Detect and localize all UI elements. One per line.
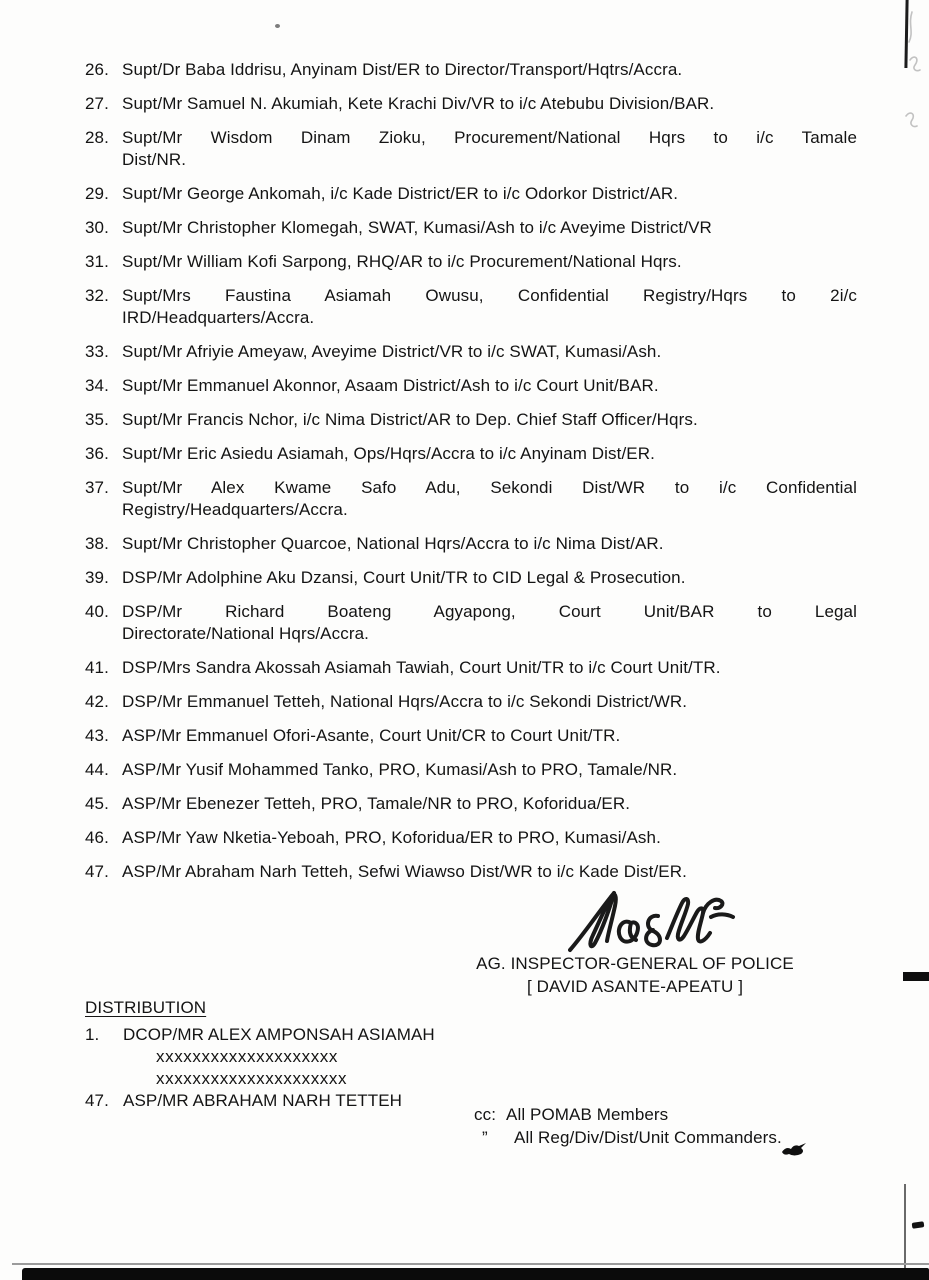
entry-number: 1.: [85, 1025, 100, 1044]
item-number: 30.: [85, 218, 109, 238]
scan-edge-line-bottom-right: [904, 1184, 906, 1268]
cc-row: [474, 1126, 782, 1149]
item-text-line: DSP/Mr Richard Boateng Agyapong, Court Unit/BAR to Legal: [122, 601, 857, 621]
item-text-line: Supt/Mr Christopher Klomegah, SWAT, Kumasi/Ash to i/c Aveyime District/VR: [122, 218, 712, 238]
item-text-line: Supt/Mr Emmanuel Akonnor, Asaam District/Ash to i/c Court Unit/BAR.: [122, 376, 659, 396]
item-text-line: DSP/Mr Emmanuel Tetteh, National Hqrs/Accra to i/c Sekondi District/WR.: [122, 692, 688, 712]
item-text-line: Directorate/National Hqrs/Accra.: [122, 624, 369, 644]
transfer-item: [85, 409, 857, 431]
item-number: 34.: [85, 376, 109, 396]
item-text-line: Supt/Mr Christopher Quarcoe, National Hqrs/Accra to i/c Nima Dist/AR.: [122, 534, 664, 554]
transfer-item: [85, 533, 857, 555]
cc-block: [474, 1103, 782, 1149]
item-number: 40.: [85, 601, 109, 621]
scan-speck-right: [912, 1221, 925, 1229]
transfer-item: [85, 657, 857, 679]
item-text-line: Supt/Mr Alex Kwame Safo Adu, Sekondi Dist/WR to i/c Confidential: [122, 477, 857, 497]
item-text-line: ASP/Mr Yaw Nketia-Yeboah, PRO, Koforidua/ER to PRO, Kumasi/Ash.: [122, 827, 661, 847]
item-number: 31.: [85, 251, 109, 271]
cc-text: All POMAB Members: [506, 1105, 669, 1124]
transfer-item: [85, 443, 857, 465]
transfer-item: [85, 183, 857, 205]
item-text-line: IRD/Headquarters/Accra.: [122, 308, 315, 328]
transfer-item: [85, 691, 857, 713]
transfer-item: [85, 567, 857, 589]
item-number: 33.: [85, 342, 109, 362]
cc-label: cc:: [474, 1105, 497, 1124]
item-text-line: Dist/NR.: [122, 150, 187, 170]
item-text-line: Supt/Mr Samuel N. Akumiah, Kete Krachi Div/VR to i/c Atebubu Division/BAR.: [122, 93, 715, 113]
item-number: 26.: [85, 60, 109, 79]
signoff-block: [450, 953, 820, 998]
signoff-title: AG. INSPECTOR-GENERAL OF POLICE: [476, 954, 794, 973]
entry-number: 47.: [85, 1091, 109, 1110]
item-text-line: ASP/Mr Emmanuel Ofori-Asante, Court Unit/CR to Court Unit/TR.: [122, 726, 621, 746]
item-text-line: Supt/Dr Baba Iddrisu, Anyinam Dist/ER to Director/Transport/Hqtrs/Accra.: [122, 60, 683, 79]
distribution-block: [85, 997, 435, 1112]
signature-icon: [568, 886, 736, 958]
item-number: 44.: [85, 759, 109, 779]
scan-bottom-black-band: [22, 1268, 929, 1280]
transfer-item: [85, 93, 857, 115]
item-number: 35.: [85, 409, 109, 429]
transfer-item: [85, 341, 857, 363]
item-text-line: DSP/Mrs Sandra Akossah Asiamah Tawiah, Court Unit/TR to i/c Court Unit/TR.: [122, 658, 721, 678]
ditto-mark: ”: [482, 1128, 488, 1147]
item-number: 45.: [85, 793, 109, 813]
distribution-entry: [85, 1090, 435, 1112]
scan-bottom-gray-line: [12, 1263, 929, 1265]
distribution-entry: [85, 1024, 435, 1090]
item-text-line: Supt/Mr Afriyie Ameyaw, Aveyime District/VR to i/c SWAT, Kumasi/Ash.: [122, 342, 662, 362]
item-number: 32.: [85, 285, 109, 305]
scan-bar-right-edge: [903, 972, 929, 981]
scan-speck: [275, 24, 280, 28]
transfer-item: [85, 827, 857, 849]
item-number: 41.: [85, 658, 109, 678]
item-number: 37.: [85, 477, 109, 497]
transfer-item: [85, 725, 857, 747]
transfer-item: [85, 285, 857, 330]
item-text-line: ASP/Mr Ebenezer Tetteh, PRO, Tamale/NR to PRO, Koforidua/ER.: [122, 793, 631, 813]
item-text-line: Supt/Mr Francis Nchor, i/c Nima District/AR to Dep. Chief Staff Officer/Hqrs.: [122, 409, 698, 429]
item-number: 43.: [85, 726, 109, 746]
item-text-line: Supt/Mr Eric Asiedu Asiamah, Ops/Hqrs/Accra to i/c Anyinam Dist/ER.: [122, 443, 655, 463]
transfer-item: [85, 861, 857, 883]
entry-redacted-line: xxxxxxxxxxxxxxxxxxxx: [156, 1047, 338, 1066]
scan-squiggle-marks: [900, 8, 926, 138]
item-number: 36.: [85, 443, 109, 463]
item-number: 47.: [85, 861, 109, 881]
item-text-line: Supt/Mrs Faustina Asiamah Owusu, Confidential Registry/Hqrs to 2i/c: [122, 285, 857, 305]
item-number: 29.: [85, 184, 109, 204]
item-number: 38.: [85, 534, 109, 554]
item-number: 28.: [85, 127, 109, 147]
item-text-line: Supt/Mr George Ankomah, i/c Kade District/ER to i/c Odorkor District/AR.: [122, 184, 679, 204]
item-number: 46.: [85, 827, 109, 847]
item-text-line: Supt/Mr William Kofi Sarpong, RHQ/AR to i/c Procurement/National Hqrs.: [122, 251, 682, 271]
cc-row: [474, 1103, 782, 1126]
item-number: 39.: [85, 568, 109, 587]
item-number: 27.: [85, 93, 109, 113]
distribution-heading: DISTRIBUTION: [85, 998, 207, 1017]
ink-blob-mark: [780, 1142, 808, 1158]
transfer-item: [85, 251, 857, 273]
transfer-item: [85, 127, 857, 172]
transfer-item: [85, 793, 857, 815]
transfer-item: [85, 375, 857, 397]
transfer-item: [85, 601, 857, 646]
item-text-line: ASP/Mr Abraham Narh Tetteh, Sefwi Wiawso Dist/WR to i/c Kade Dist/ER.: [122, 861, 687, 881]
entry-redacted-line: xxxxxxxxxxxxxxxxxxxxx: [156, 1069, 348, 1088]
item-text-line: ASP/Mr Yusif Mohammed Tanko, PRO, Kumasi/Ash to PRO, Tamale/NR.: [122, 759, 678, 779]
entry-name: DCOP/MR ALEX AMPONSAH ASIAMAH: [123, 1025, 435, 1044]
transfer-item: [85, 217, 857, 239]
transfer-item: [85, 477, 857, 522]
transfer-item: [85, 59, 857, 81]
item-number: 42.: [85, 692, 109, 712]
signoff-name: [ DAVID ASANTE-APEATU ]: [526, 976, 744, 996]
cc-text: All Reg/Div/Dist/Unit Commanders.: [514, 1128, 782, 1147]
item-text-line: DSP/Mr Adolphine Aku Dzansi, Court Unit/TR to CID Legal & Prosecution.: [122, 568, 686, 587]
item-text-line: Registry/Headquarters/Accra.: [122, 500, 348, 520]
entry-name: ASP/MR ABRAHAM NARH TETTEH: [123, 1091, 403, 1110]
transfer-item: [85, 759, 857, 781]
transfer-list: [85, 59, 857, 895]
item-text-line: Supt/Mr Wisdom Dinam Zioku, Procurement/National Hqrs to i/c Tamale: [122, 127, 857, 147]
